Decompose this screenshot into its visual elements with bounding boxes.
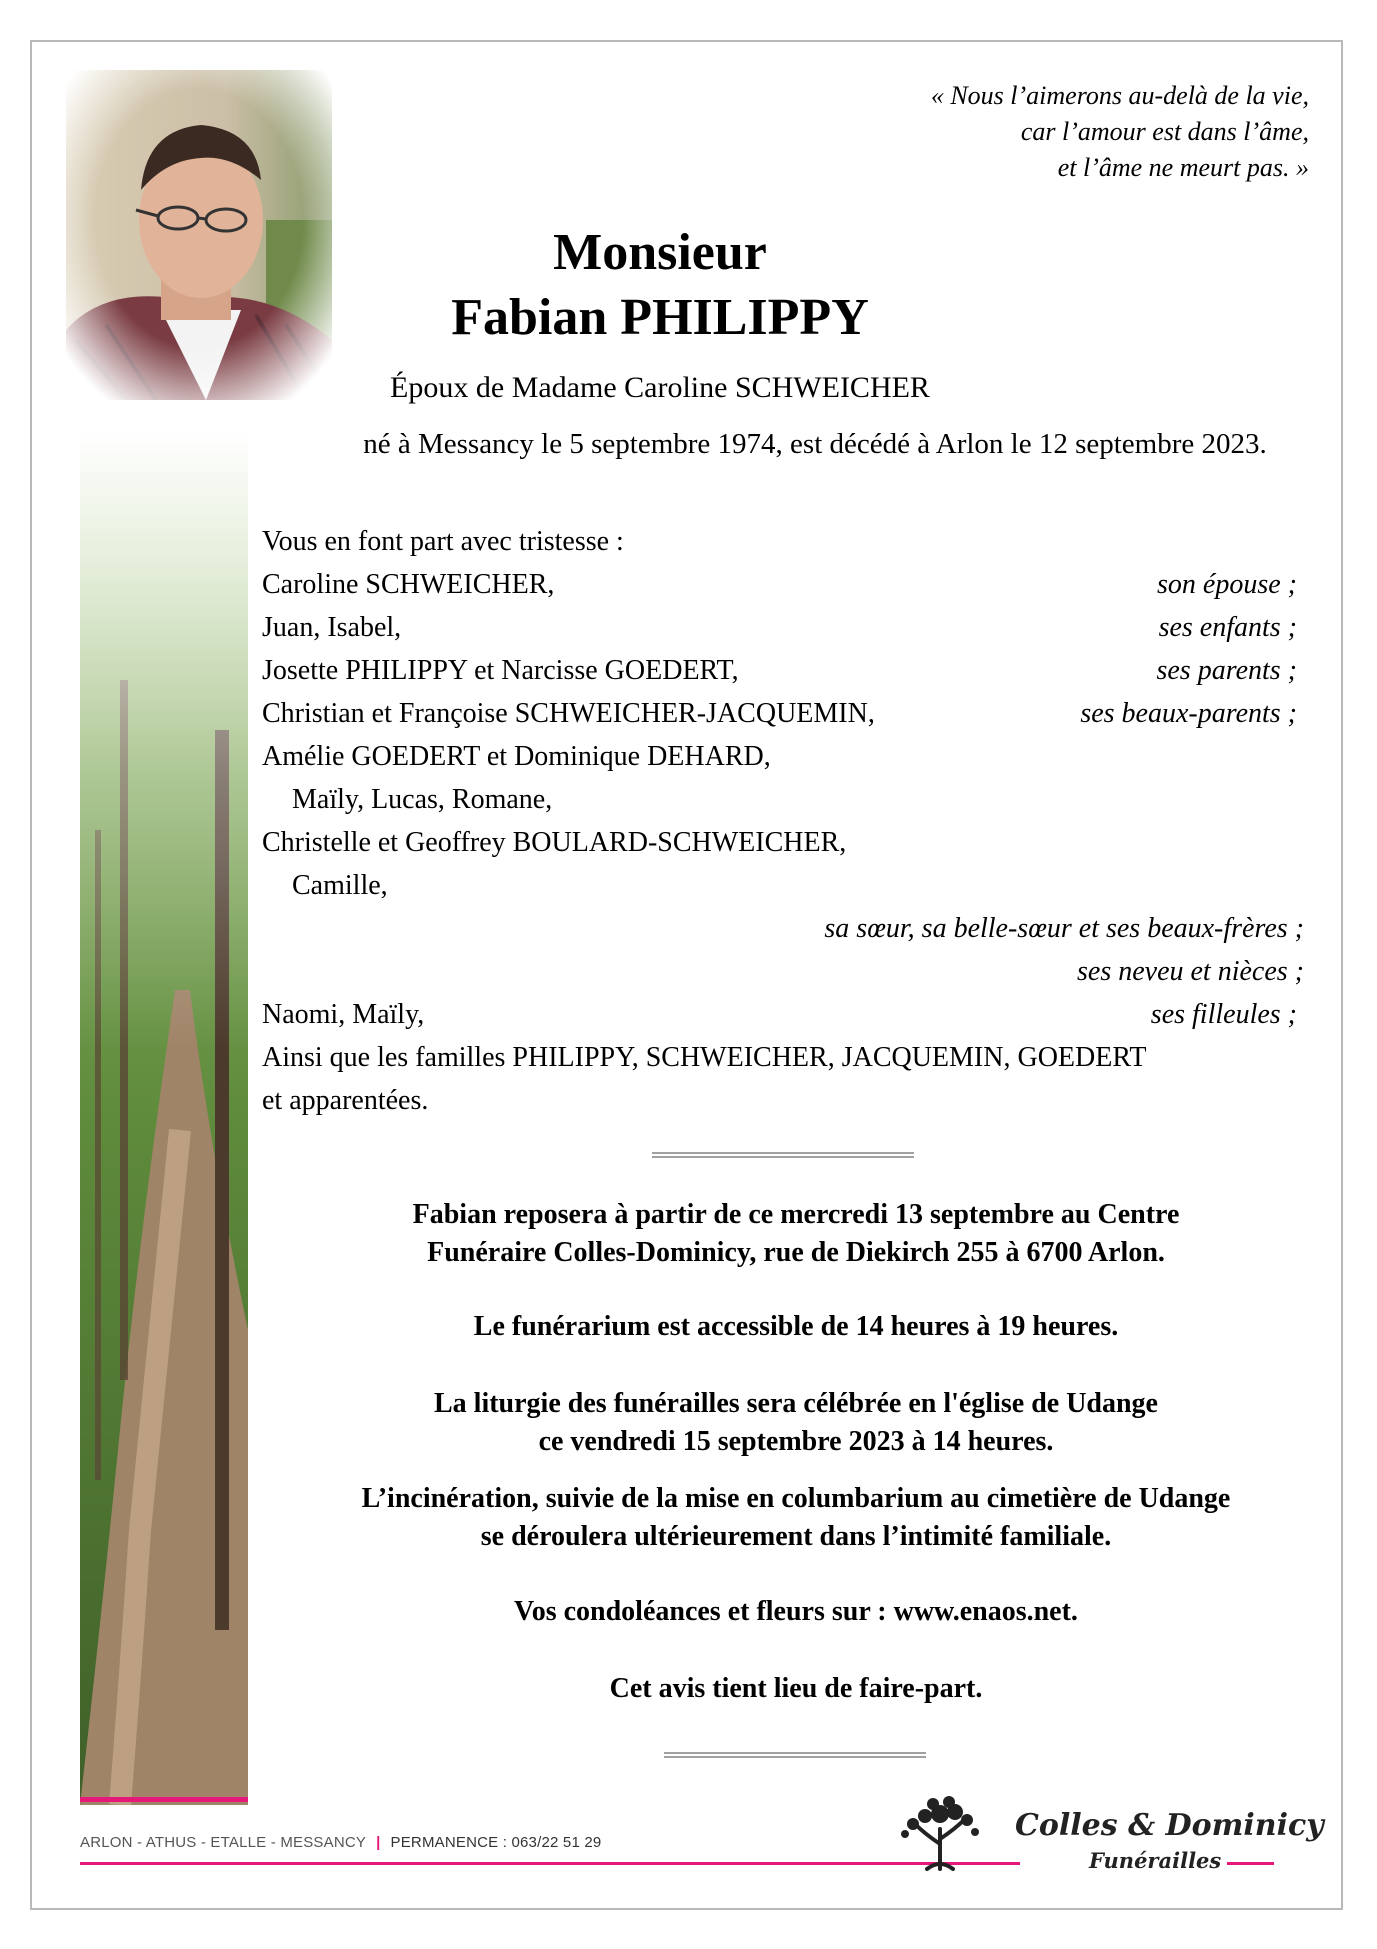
family-row bbox=[262, 692, 1302, 735]
family-name: Christian et Françoise SCHWEICHER-JACQUEMIN, bbox=[262, 698, 875, 729]
accent-bar bbox=[80, 1797, 248, 1802]
family-relation: ses enfants ; bbox=[1158, 612, 1297, 643]
info-condolences bbox=[262, 1593, 1330, 1631]
family-name: et apparentées. bbox=[262, 1085, 429, 1116]
family-row bbox=[262, 778, 1302, 821]
family-relation: son épouse ; bbox=[1157, 569, 1297, 600]
footer-rule bbox=[80, 1862, 1020, 1865]
family-name: Amélie GOEDERT et Dominique DEHARD, bbox=[262, 741, 771, 772]
footer-divider: | bbox=[376, 1834, 381, 1851]
deceased-name: Fabian PHILIPPY bbox=[451, 289, 869, 346]
family-row bbox=[262, 1036, 1302, 1079]
family-row bbox=[262, 950, 1302, 993]
quote-line: car l’amour est dans l’âme, bbox=[1020, 117, 1309, 146]
quote-line: « Nous l’aimerons au-delà de la vie, bbox=[930, 81, 1309, 110]
family-intro: Vous en font part avec tristesse : bbox=[262, 526, 624, 557]
quote-line: et l’âme ne meurt pas. » bbox=[1057, 153, 1309, 182]
info-line: ce vendredi 15 septembre 2023 à 14 heures. bbox=[538, 1426, 1054, 1457]
family-row bbox=[262, 907, 1302, 950]
info-line: se déroulera ultérieurement dans l’intimité familiale. bbox=[480, 1521, 1112, 1552]
brand-name: Colles & Dominicy bbox=[1015, 1808, 1324, 1843]
title-honorific: Monsieur bbox=[553, 224, 767, 281]
family-name: Ainsi que les familles PHILIPPY, SCHWEICHER, JACQUEMIN, GOEDERT bbox=[262, 1042, 1147, 1073]
brand-subtitle: Funérailles bbox=[1083, 1848, 1227, 1873]
family-relation: sa sœur, sa belle-sœur et ses beaux-frères ; bbox=[824, 913, 1304, 944]
info-line: Vos condoléances et fleurs sur : www.enaos.net. bbox=[514, 1596, 1078, 1627]
info-line: Cet avis tient lieu de faire-part. bbox=[609, 1673, 983, 1704]
family-list bbox=[262, 520, 1302, 1122]
birth-death-line: né à Messancy le 5 septembre 1974, est décédé à Arlon le 12 septembre 2023. bbox=[363, 428, 1267, 460]
family-row bbox=[262, 649, 1302, 692]
info-liturgy bbox=[262, 1385, 1330, 1461]
family-row bbox=[262, 563, 1302, 606]
forest-path-image bbox=[80, 430, 248, 1805]
family-name: Juan, Isabel, bbox=[262, 612, 402, 643]
info-line: L’incinération, suivie de la mise en columbarium au cimetière de Udange bbox=[361, 1483, 1231, 1514]
family-row bbox=[262, 735, 1302, 778]
family-row bbox=[262, 864, 1302, 907]
separator bbox=[664, 1752, 926, 1758]
family-relation: ses beaux-parents ; bbox=[1080, 698, 1297, 729]
family-name: Caroline SCHWEICHER, bbox=[262, 569, 555, 600]
info-line: Funéraire Colles-Dominicy, rue de Diekirch 255 à 6700 Arlon. bbox=[427, 1237, 1165, 1268]
family-relation: ses neveu et nièces ; bbox=[1077, 956, 1304, 987]
family-name: Josette PHILIPPY et Narcisse GOEDERT, bbox=[262, 655, 739, 686]
family-name: Christelle et Geoffrey BOULARD-SCHWEICHER, bbox=[262, 827, 847, 858]
info-cremation bbox=[262, 1480, 1330, 1556]
family-row bbox=[262, 993, 1302, 1036]
footer-locations: ARLON - ATHUS - ETALLE - MESSANCY bbox=[80, 1834, 367, 1851]
tree-logo-icon bbox=[885, 1794, 995, 1872]
footer-contact bbox=[80, 1834, 601, 1851]
footer-permanence: PERMANENCE : 063/22 51 29 bbox=[390, 1834, 602, 1851]
spouse-line: Époux de Madame Caroline SCHWEICHER bbox=[390, 371, 930, 404]
info-line: La liturgie des funérailles sera célébrée en l'église de Udange bbox=[434, 1388, 1158, 1419]
family-row bbox=[262, 821, 1302, 864]
family-relation: ses parents ; bbox=[1156, 655, 1297, 686]
info-line: Le funérarium est accessible de 14 heures à 19 heures. bbox=[473, 1311, 1119, 1342]
epitaph-quote bbox=[709, 78, 1309, 186]
family-name: Maïly, Lucas, Romane, bbox=[292, 784, 553, 815]
info-line: Fabian reposera à partir de ce mercredi 13 septembre au Centre bbox=[412, 1199, 1180, 1230]
portrait-photo bbox=[66, 70, 332, 400]
info-hours bbox=[262, 1308, 1330, 1346]
info-visitation bbox=[262, 1196, 1330, 1272]
info-notice bbox=[262, 1670, 1330, 1708]
family-row bbox=[262, 606, 1302, 649]
family-name: Camille, bbox=[292, 870, 388, 901]
family-name: Naomi, Maïly, bbox=[262, 999, 425, 1030]
family-relation: ses filleules ; bbox=[1150, 999, 1297, 1030]
family-row bbox=[262, 1079, 1302, 1122]
separator bbox=[652, 1152, 914, 1158]
